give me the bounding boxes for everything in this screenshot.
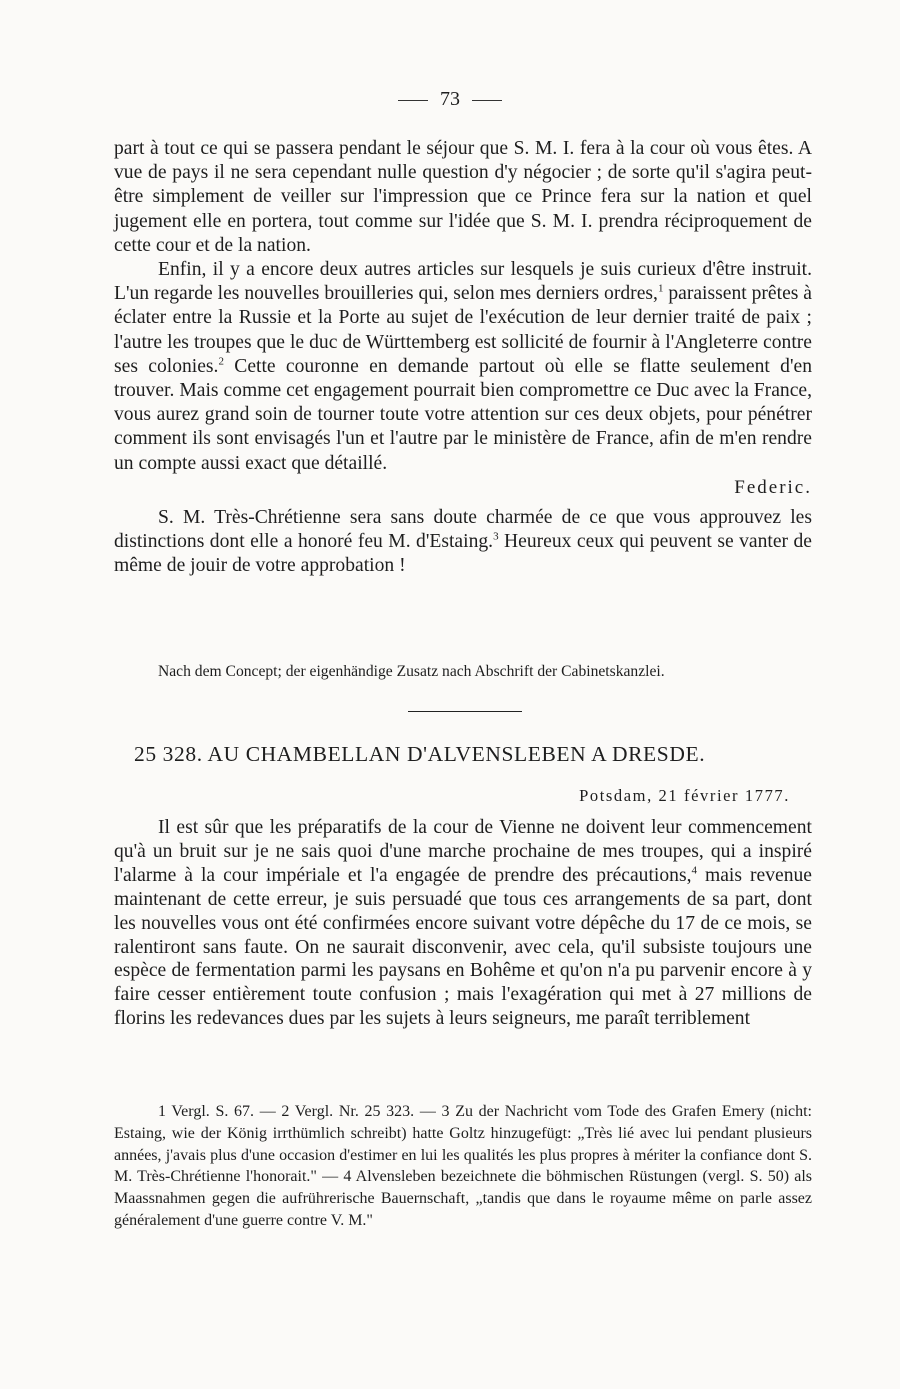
page-number-dash-right bbox=[472, 100, 502, 101]
paragraph-2-part-c: Cette couronne en demande partout où elle se flatte seulement d'en trouver. Mais comme cet engagement pourrait bien compromettre ce Duc avec la France, vous aurez grand soin de tourner toute votre attention sur ces deux objets, pour pénétrer comment ils sont envisagés l'un et l'autre par le ministère de France, afin de m'en rendre un compte aussi exact que détaillé. bbox=[114, 355, 812, 474]
page-number-dash-left bbox=[398, 100, 428, 101]
footnote-ref-2: 2 bbox=[218, 355, 224, 368]
page-number bbox=[0, 88, 900, 111]
letter-2-body bbox=[114, 816, 812, 1031]
postscript-text: S. M. Très-Chrétienne sera sans doute charmée de ce que vous approuvez les distinctions dont elle a honoré feu M. d'Estaing. bbox=[114, 507, 812, 553]
paragraph-2-part-a: Enfin, il y a encore deux autres articles sur lesquels je suis curieux d'être instruit. L'un regarde les nouvelles brouilleries qui, selon mes derniers ordres, bbox=[114, 259, 812, 305]
footnote-ref-3: 3 bbox=[493, 530, 499, 543]
section-divider bbox=[408, 711, 522, 712]
footnote-ref-4: 4 bbox=[691, 864, 697, 877]
letter-2-paragraph bbox=[114, 816, 812, 1031]
footnote-ref-1: 1 bbox=[657, 282, 664, 295]
signature: Federic. bbox=[734, 476, 812, 498]
paragraph-2 bbox=[114, 258, 812, 476]
paragraph-2-part-b: paraissent prêtes à éclater entre la Russie et la Porte au sujet de l'exécution de leur dernier traité de paix ; l'autre les troupes que le duc de Württemberg est sollicité de fournir à l'Angleterre contre ses colonies. bbox=[114, 283, 812, 377]
footnote-text: 1 Vergl. S. 67. — 2 Vergl. Nr. 25 323. — 3 Zu der Nachricht vom Tode des Grafen Emery (nicht: Estaing, wie der König irrthümlich schreibt) hatte Goltz hinzugefügt: „Très lié avec lui pendant plusieurs années, j'avais plus d'une occasion d'estimer en lui les qualités les plus propres à mériter la confiance dont S. M. Très-Chrétienne l'honorait." — 4 Alvensleben bezeichnete die böhmischen Rüstungen (vergl. S. 50) als Maassnahmen gegen die aufrührerische Bauernschaft, „tandis que dans le royaume même on parle assez généralement d'une guerre contre V. M." bbox=[114, 1103, 812, 1229]
footnotes bbox=[114, 1101, 812, 1232]
postscript bbox=[114, 506, 812, 579]
postscript-tail: Heureux ceux qui peuvent se vanter de même de jouir de votre approbation ! bbox=[114, 531, 812, 577]
source-note: Nach dem Concept; der eigenhändige Zusatz nach Abschrift der Cabinetskanzlei. bbox=[158, 663, 665, 680]
paragraph-1: part à tout ce qui se passera pendant le séjour que S. M. I. fera à la cour où vous êtes. A vue de pays il ne sera cependant nulle question d'y négocier ; de sorte qu'il s'agira peut-être simplement de veiller sur l'impression que ce Prince fera sur la nation et quel jugement elle en portera, tout comme sur l'idée que S. M. I. prendra réciproquement de cette cour et de la nation. bbox=[114, 138, 812, 256]
letter-top-body bbox=[114, 137, 812, 579]
page-number-text: 73 bbox=[440, 88, 460, 110]
letter-2-text-b: mais revenue maintenant de cette erreur, je suis persuadé que tous ces arrangements de sa part, dont les nouvelles vous ont été confirmées encore suivant votre dépêche du 17 de ce mois, se ralentiront sans faute. On ne saurait disconvenir, avec cela, qu'il subsiste toujours une espèce de fermentation parmi les paysans en Bohême et qu'on n'a pu parvenir encore à y faire cesser entièrement toute confusion ; mais l'exagération qui met à 27 millions de florins les redevances dues par les sujets à leurs seigneurs, me paraît terriblement bbox=[114, 864, 812, 1030]
place-date: Potsdam, 21 février 1777. bbox=[579, 786, 790, 805]
letter-heading: 25 328. AU CHAMBELLAN D'ALVENSLEBEN A DRESDE. bbox=[134, 742, 706, 766]
letter-2-text-a: Il est sûr que les préparatifs de la cour de Vienne ne doivent leur commencement qu'à un bruit sur je ne sais quoi d'une marche prochaine de mes troupes, qui a inspiré l'alarme à la cour impériale et l'a engagée de prendre des précautions, bbox=[114, 817, 812, 886]
